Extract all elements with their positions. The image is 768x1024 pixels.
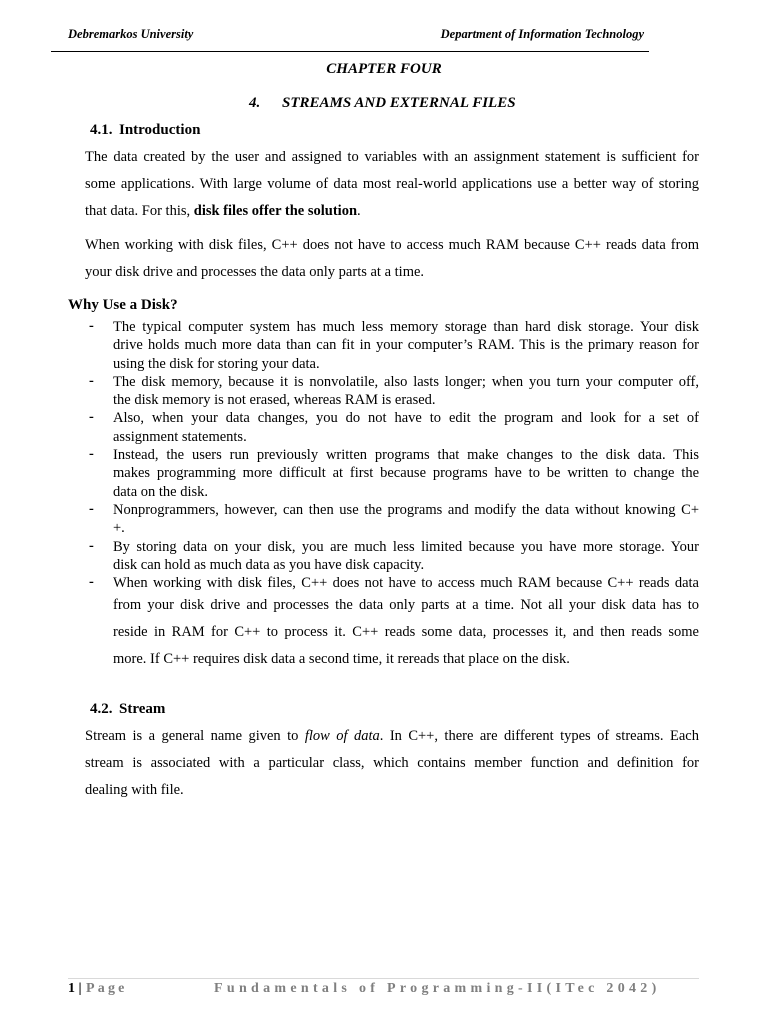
bullet-item [85,409,699,446]
footer-page-label: Page [86,981,128,996]
intro-paragraph-1 [85,144,699,225]
bullet-line: The typical computer system has much less memory storage than hard disk storage. Your disk [113,319,699,335]
bullet-line: assignment statements. [113,428,247,445]
bullet-line: data on the disk. [113,483,209,500]
bullet-line: Also, when your data changes, you do not have to edit the program and look for a set of [113,410,699,427]
chapter-label: CHAPTER FOUR [326,61,442,77]
bullet-item [85,538,699,575]
paragraph-line: stream is associated with a particular class, which contains member function and definition for [85,755,699,771]
bullet-dash: - [89,409,94,426]
bullet-dash: - [89,500,94,517]
bullet-dash: - [89,574,94,591]
bullet-line: reside in RAM for C++ to process it. C++ reads some data, processes it, and then reads some [113,624,699,641]
bold-text-run: disk files offer the solution [193,203,358,219]
section-title: Introduction [119,122,201,138]
section-heading-stream [90,701,165,718]
intro-paragraph-2 [85,232,699,286]
paragraph-line [85,723,699,750]
footer-page-number [68,981,82,997]
bullet-item [85,446,699,501]
chapter-number: 4. [249,95,261,111]
why-use-disk-heading: Why Use a Disk? [68,297,178,313]
paragraph-line [85,198,699,225]
text-run: . In C++, there are different types of streams. Each [379,728,699,744]
paragraph-line: your disk drive and processes the data only parts at a time. [85,264,425,280]
bullet-dash: - [89,537,94,554]
page-number: 1 [68,981,75,996]
text-run: that data. For this, [85,203,194,219]
bullet-list [85,318,699,673]
bullet-line: disk can hold as much data as you have disk capacity. [113,556,425,573]
paragraph-line: dealing with file. [85,782,184,798]
bullet-item [85,501,699,538]
bullet-line: Instead, the users run previously written programs that make changes to the disk data. This [113,447,699,464]
footer-separator: | [75,981,82,996]
header-university: Debremarkos University [68,27,194,41]
bullet-line: from your disk drive and processes the data only parts at a time. Not all your disk data has to [113,597,699,614]
bullet-item [85,318,699,373]
bullet-line: By storing data on your disk, you are much less limited because you have more storage. Your [113,538,699,555]
header-department: Department of Information Technology [440,27,644,41]
bullet-line: the disk memory is not erased, whereas RAM is erased. [113,392,436,409]
section-heading-introduction [90,122,200,139]
bullet-dash: - [89,372,94,389]
bullet-line: When working with disk files, C++ does not have to access much RAM because C++ reads data [113,575,699,592]
bullet-dash: - [89,446,94,463]
footer-divider [68,978,699,979]
text-run: Stream is a general name given to [85,728,305,744]
header-divider [51,51,649,52]
bullet-line: more. If C++ requires disk data a second time, it rereads that place on the disk. [113,651,570,668]
bullet-line: drive holds much more data than can fit in your computer’s RAM. This is the primary reason for [113,337,699,354]
chapter-title [249,95,516,112]
bullet-line: Nonprogrammers, however, can then use the programs and modify the data without knowing C+ [113,501,699,518]
bullet-item [85,574,699,673]
bullet-line: using the disk for storing your data. [113,355,320,372]
italic-text-run: flow of data [304,728,380,744]
paragraph-line: When working with disk files, C++ does not have to access much RAM because C++ reads data from [85,237,699,253]
section-number: 4.1. [90,122,113,138]
bullet-dash: - [89,318,94,334]
bullet-line: makes programming more difficult at first because programs have to be written to change the [113,465,699,482]
section-number: 4.2. [90,701,113,717]
paragraph-line: some applications. With large volume of data most real-world applications use a better way of storing [85,176,699,192]
chapter-title-text: STREAMS AND EXTERNAL FILES [282,95,516,111]
bullet-item [85,373,699,410]
text-run: . [357,203,361,219]
stream-paragraph [85,723,699,804]
footer-course-title: Fundamentals of Programming-II(ITec 2042) [214,981,661,996]
paragraph-line: The data created by the user and assigned to variables with an assignment statement is sufficient for [85,149,699,165]
bullet-line: The disk memory, because it is nonvolatile, also lasts longer; when you turn your computer off, [113,373,699,390]
bullet-line: +. [113,520,125,537]
section-title: Stream [119,701,166,717]
